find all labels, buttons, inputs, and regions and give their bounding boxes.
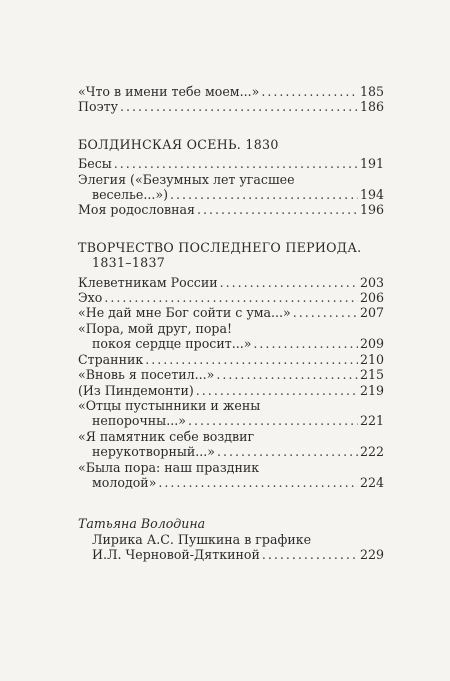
table-of-contents [78,84,384,563]
section-heading-years: 1831–1837 [92,255,166,271]
toc-entry-page: 229 [359,547,384,563]
toc-entry-page: 207 [359,305,384,321]
dot-leader [220,275,358,290]
toc-entry [78,172,384,203]
dot-leader [188,413,358,428]
section-heading [78,137,384,152]
toc-entry-page: 196 [359,202,384,218]
toc-entry-title: «Что в имени тебе моем...» [78,84,260,99]
toc-entry-continuation: нерукотворный...» [92,444,215,460]
toc-entry-page: 194 [359,187,384,203]
dot-leader [158,475,358,490]
toc-entry-title: Элегия («Безумных лет угасшее [78,171,295,187]
toc-entry-continuation: непорочны...» [92,413,186,429]
toc-entry [78,352,384,367]
toc-entry-title: «Вновь я посетил...» [78,367,215,383]
toc-entry [78,202,384,217]
toc-entry-page: 206 [359,290,384,306]
dot-leader [104,290,358,305]
toc-entry [78,398,384,429]
section-heading-text: БОЛДИНСКАЯ ОСЕНЬ. 1830 [78,136,279,152]
dot-leader [261,84,358,99]
toc-entry-title: (Из Пиндемонти) [78,382,194,398]
dot-leader [145,352,358,367]
toc-entry [78,84,384,99]
dot-leader [114,156,358,171]
toc-entry [78,275,384,290]
toc-entry-page: 185 [359,84,384,99]
toc-entry [78,383,384,398]
article-author: Татьяна Володина [78,516,206,532]
toc-group [78,240,384,491]
toc-entry-title: «Пора, мой друг, пора! [78,320,233,336]
toc-entry-title: Моя родословная [78,202,195,218]
toc-entry-page: 191 [359,156,384,172]
toc-entry-page: 221 [359,413,384,429]
article-title-continuation: И.Л. Черновой-Дяткиной [92,547,260,563]
toc-entry-title: Эхо [78,290,103,306]
dot-leader [120,99,358,114]
dot-leader [293,305,358,320]
toc-entry-page: 222 [359,444,384,460]
toc-entry-page: 209 [359,336,384,352]
toc-entry [78,321,384,352]
article-title: Лирика А.С. Пушкина в графике [92,531,312,547]
toc-entry-title: Клеветникам России [78,274,218,290]
toc-entry-title: Поэту [78,99,118,115]
toc-entry [78,290,384,305]
dot-leader [197,202,358,217]
toc-entry-continuation: покоя сердце просит...» [92,336,252,352]
toc-entry [78,99,384,114]
toc-entry [78,305,384,320]
toc-entry [78,156,384,171]
dot-leader [217,444,358,459]
toc-article [78,516,384,562]
toc-entry-page: 210 [359,351,384,367]
toc-entry [78,367,384,382]
toc-entry [78,460,384,491]
section-heading-text: ТВОРЧЕСТВО ПОСЛЕДНЕГО ПЕРИОДА. [78,239,362,255]
toc-group [78,84,384,115]
dot-leader [216,367,358,382]
dot-leader [170,187,358,202]
toc-group [78,137,384,218]
toc-entry-page: 215 [359,367,384,383]
dot-leader [196,383,358,398]
dot-leader [253,336,358,351]
toc-entry-title: Странник [78,351,144,367]
toc-entry-page: 224 [359,474,384,490]
dot-leader [262,547,358,562]
toc-entry-continuation: веселье...») [92,187,168,203]
toc-entry-title: «Была пора: наш праздник [78,459,260,475]
toc-entry-page: 219 [359,382,384,398]
toc-entry-title: Бесы [78,156,112,172]
toc-entry-title: «Я памятник себе воздвиг [78,428,255,444]
toc-entry-page: 186 [359,99,384,115]
toc-entry-title: «Не дай мне Бог сойти с ума...» [78,305,291,321]
section-heading [78,240,384,271]
toc-entry [78,429,384,460]
toc-entry-title: «Отцы пустынники и жены [78,397,261,413]
toc-entry-page: 203 [359,274,384,290]
toc-entry-continuation: молодой» [92,474,157,490]
